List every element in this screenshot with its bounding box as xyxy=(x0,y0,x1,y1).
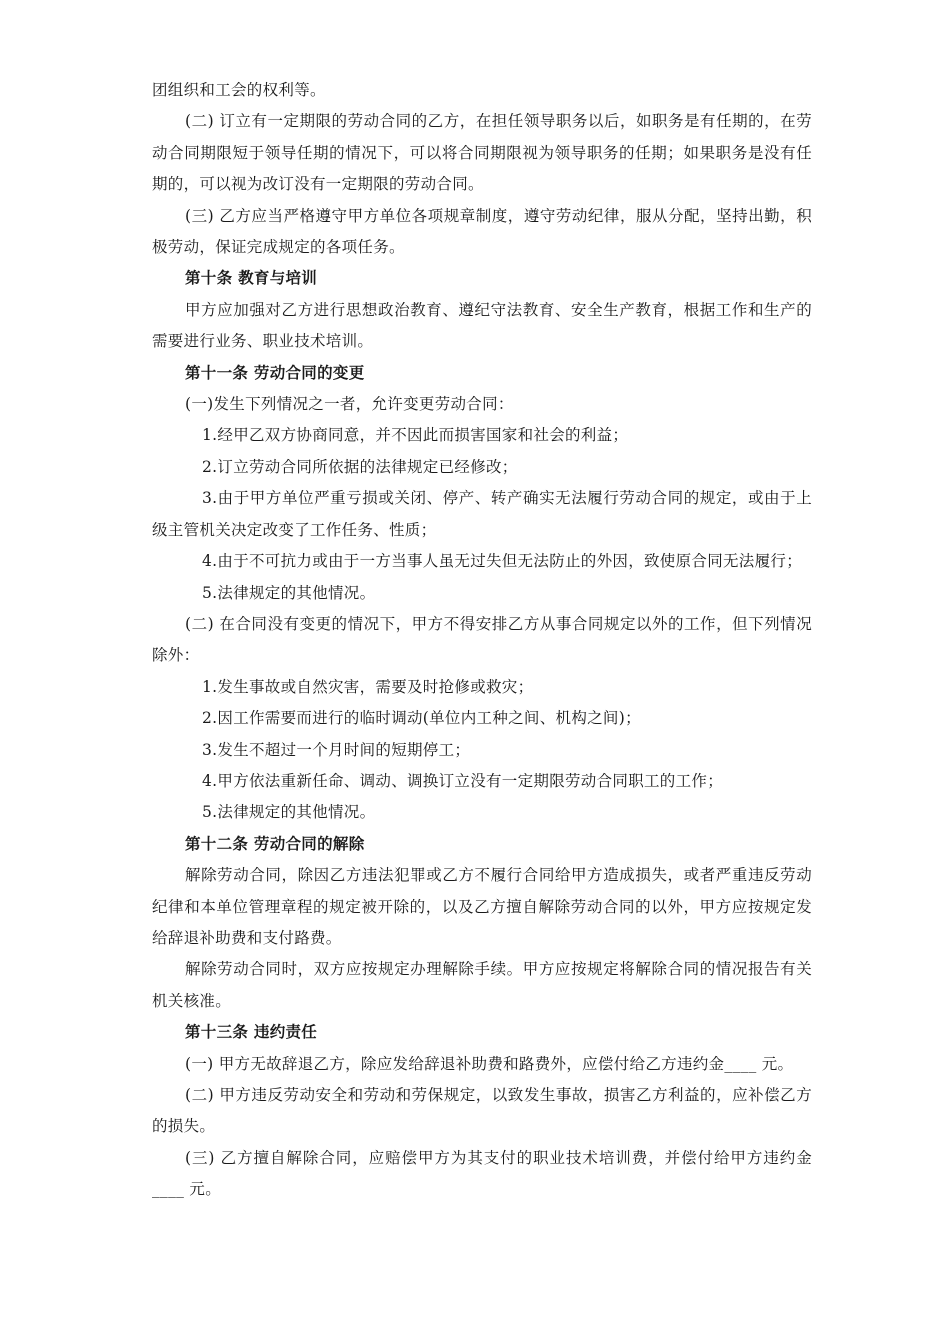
paragraph: 解除劳动合同，除因乙方违法犯罪或乙方不履行合同给甲方造成损失，或者严重违反劳动纪律和本单位管理章程的规定被开除的，以及乙方擅自解除劳动合同的以外，甲方应按规定发给辞退补助费和支付路费。 xyxy=(152,866,812,947)
list-item: 4.由于不可抗力或由于一方当事人虽无过失但无法防止的外因，致使原合同无法履行； xyxy=(202,552,802,571)
list-item: 5.法律规定的其他情况。 xyxy=(202,583,376,602)
paragraph: (二) 在合同没有变更的情况下，甲方不得安排乙方从事合同规定以外的工作，但下列情况除外： xyxy=(152,614,812,665)
list-item: 5.法律规定的其他情况。 xyxy=(202,803,376,822)
paragraph: 团组织和工会的权利等。 xyxy=(152,81,326,99)
list-item: 4.甲方依法重新任命、调动、调换订立没有一定期限劳动合同职工的工作； xyxy=(202,771,723,790)
paragraph: (一) 甲方无故辞退乙方，除应发给辞退补助费和路费外，应偿付给乙方违约金____ 元。 xyxy=(185,1054,794,1073)
list-item: 1.经甲乙双方协商同意，并不因此而损害国家和社会的利益； xyxy=(202,426,629,445)
paragraph: (三) 乙方擅自解除合同，应赔偿甲方为其支付的职业技术培训费，并偿付给甲方违约金____ 元。 xyxy=(152,1148,812,1199)
paragraph: (二) 订立有一定期限的劳动合同的乙方，在担任领导职务以后，如职务是有任期的，在劳动合同期限短于领导任期的情况下，可以将合同期限视为领导职务的任期；如果职务是没有任期的，可以视为改订没有一定期限的劳动合同。 xyxy=(152,112,812,194)
paragraph: (三) 乙方应当严格遵守甲方单位各项规章制度，遵守劳动纪律，服从分配，坚持出勤，积极劳动，保证完成规定的各项任务。 xyxy=(152,206,812,257)
list-item: 2.订立劳动合同所依据的法律规定已经修改； xyxy=(202,457,518,476)
document-body xyxy=(152,75,812,1206)
section-heading: 第十二条 劳动合同的解除 xyxy=(185,834,365,853)
list-item: 3.由于甲方单位严重亏损或关闭、停产、转产确实无法履行劳动合同的规定，或由于上级主管机关决定改变了工作任务、性质； xyxy=(152,489,812,539)
section-heading: 第十一条 劳动合同的变更 xyxy=(185,363,365,382)
section-heading: 第十三条 违约责任 xyxy=(185,1023,318,1042)
paragraph: (二) 甲方违反劳动安全和劳动和劳保规定，以致发生事故，损害乙方利益的，应补偿乙方的损失。 xyxy=(152,1086,812,1136)
section-heading: 第十条 教育与培训 xyxy=(185,269,318,288)
list-item: 3.发生不超过一个月时间的短期停工； xyxy=(202,740,471,759)
paragraph: 甲方应加强对乙方进行思想政治教育、遵纪守法教育、安全生产教育，根据工作和生产的需要进行业务、职业技术培训。 xyxy=(152,300,812,351)
paragraph: 解除劳动合同时，双方应按规定办理解除手续。甲方应按规定将解除合同的情况报告有关机关核准。 xyxy=(152,960,812,1010)
list-item: 1.发生事故或自然灾害，需要及时抢修或救灾； xyxy=(202,677,534,696)
paragraph: (一)发生下列情况之一者，允许变更劳动合同： xyxy=(185,395,514,414)
list-item: 2.因工作需要而进行的临时调动(单位内工种之间、机构之间)； xyxy=(202,709,641,728)
